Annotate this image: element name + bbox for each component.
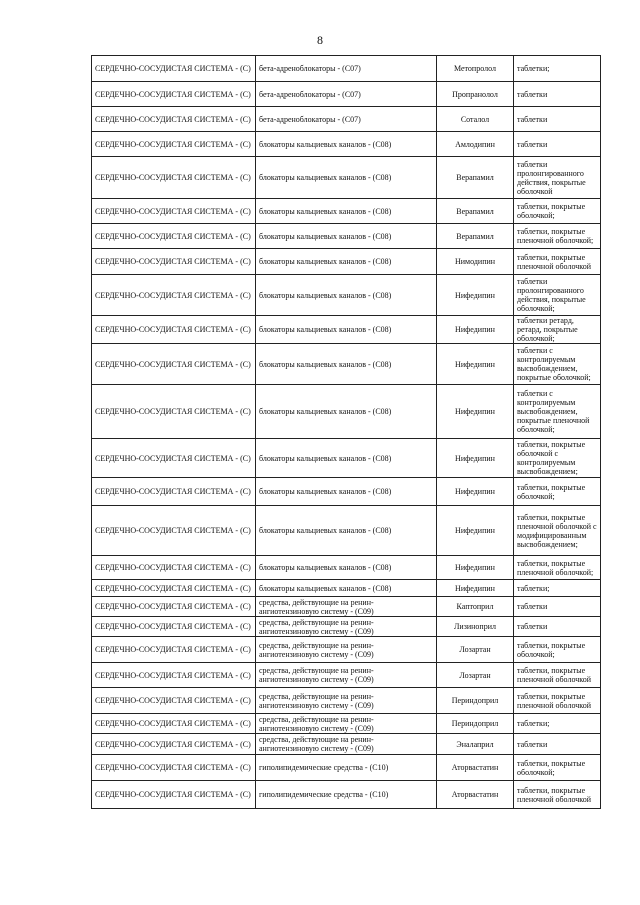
system-cell: СЕРДЕЧНО-СОСУДИСТАЯ СИСТЕМА - (С) bbox=[92, 56, 256, 82]
group-cell: блокаторы кальциевых каналов - (С08) bbox=[256, 224, 437, 249]
system-cell: СЕРДЕЧНО-СОСУДИСТАЯ СИСТЕМА - (С) bbox=[92, 637, 256, 663]
table-row bbox=[92, 781, 601, 809]
drug-cell: Лозартан bbox=[437, 663, 514, 688]
group-cell: средства, действующие на ренин-ангиотензиновую систему - (С09) bbox=[256, 688, 437, 714]
group-cell: блокаторы кальциевых каналов - (С08) bbox=[256, 157, 437, 199]
drug-cell: Лозартан bbox=[437, 637, 514, 663]
form-cell: таблетки; bbox=[514, 714, 601, 734]
drug-cell: Нифедипин bbox=[437, 316, 514, 344]
drug-cell: Нифедипин bbox=[437, 385, 514, 439]
table-row bbox=[92, 478, 601, 506]
form-cell: таблетки пролонгированного действия, покрытые оболочкой; bbox=[514, 275, 601, 316]
table-row bbox=[92, 439, 601, 478]
drug-table-body bbox=[92, 56, 601, 809]
table-row bbox=[92, 224, 601, 249]
system-cell: СЕРДЕЧНО-СОСУДИСТАЯ СИСТЕМА - (С) bbox=[92, 755, 256, 781]
form-cell: таблетки bbox=[514, 734, 601, 755]
drug-cell: Верапамил bbox=[437, 157, 514, 199]
group-cell: бета-адреноблокаторы - (С07) bbox=[256, 107, 437, 132]
drug-table bbox=[91, 55, 601, 809]
system-cell: СЕРДЕЧНО-СОСУДИСТАЯ СИСТЕМА - (С) bbox=[92, 663, 256, 688]
table-row bbox=[92, 714, 601, 734]
form-cell: таблетки с контролируемым высвобождением, покрытые пленочной оболочкой; bbox=[514, 385, 601, 439]
drug-cell: Пропранолол bbox=[437, 82, 514, 107]
group-cell: блокаторы кальциевых каналов - (С08) bbox=[256, 344, 437, 385]
form-cell: таблетки, покрытые оболочкой; bbox=[514, 637, 601, 663]
table-row bbox=[92, 617, 601, 637]
system-cell: СЕРДЕЧНО-СОСУДИСТАЯ СИСТЕМА - (С) bbox=[92, 580, 256, 597]
group-cell: блокаторы кальциевых каналов - (С08) bbox=[256, 478, 437, 506]
drug-cell: Аторвастатин bbox=[437, 755, 514, 781]
form-cell: таблетки, покрытые пленочной оболочкой bbox=[514, 688, 601, 714]
group-cell: блокаторы кальциевых каналов - (С08) bbox=[256, 580, 437, 597]
drug-cell: Эналаприл bbox=[437, 734, 514, 755]
table-row bbox=[92, 316, 601, 344]
group-cell: блокаторы кальциевых каналов - (С08) bbox=[256, 132, 437, 157]
table-row bbox=[92, 597, 601, 617]
system-cell: СЕРДЕЧНО-СОСУДИСТАЯ СИСТЕМА - (С) bbox=[92, 107, 256, 132]
drug-cell: Каптоприл bbox=[437, 597, 514, 617]
system-cell: СЕРДЕЧНО-СОСУДИСТАЯ СИСТЕМА - (С) bbox=[92, 249, 256, 275]
table-row bbox=[92, 249, 601, 275]
drug-cell: Лизиноприл bbox=[437, 617, 514, 637]
page-number: 8 bbox=[317, 33, 323, 47]
form-cell: таблетки, покрытые пленочной оболочкой; bbox=[514, 224, 601, 249]
group-cell: средства, действующие на ренин-ангиотензиновую систему - (С09) bbox=[256, 714, 437, 734]
drug-cell: Соталол bbox=[437, 107, 514, 132]
table-row bbox=[92, 663, 601, 688]
table-row bbox=[92, 82, 601, 107]
system-cell: СЕРДЕЧНО-СОСУДИСТАЯ СИСТЕМА - (С) bbox=[92, 82, 256, 107]
system-cell: СЕРДЕЧНО-СОСУДИСТАЯ СИСТЕМА - (С) bbox=[92, 617, 256, 637]
system-cell: СЕРДЕЧНО-СОСУДИСТАЯ СИСТЕМА - (С) bbox=[92, 734, 256, 755]
system-cell: СЕРДЕЧНО-СОСУДИСТАЯ СИСТЕМА - (С) bbox=[92, 688, 256, 714]
form-cell: таблетки bbox=[514, 597, 601, 617]
system-cell: СЕРДЕЧНО-СОСУДИСТАЯ СИСТЕМА - (С) bbox=[92, 132, 256, 157]
table-row bbox=[92, 637, 601, 663]
drug-cell: Нифедипин bbox=[437, 580, 514, 597]
group-cell: средства, действующие на ренин-ангиотензиновую систему - (С09) bbox=[256, 734, 437, 755]
drug-cell: Нифедипин bbox=[437, 344, 514, 385]
table-row bbox=[92, 199, 601, 224]
table-row bbox=[92, 275, 601, 316]
system-cell: СЕРДЕЧНО-СОСУДИСТАЯ СИСТЕМА - (С) bbox=[92, 597, 256, 617]
table-row bbox=[92, 385, 601, 439]
table-row bbox=[92, 580, 601, 597]
form-cell: таблетки bbox=[514, 617, 601, 637]
form-cell: таблетки, покрытые оболочкой с контролируемым высвобождением; bbox=[514, 439, 601, 478]
form-cell: таблетки bbox=[514, 132, 601, 157]
table-row bbox=[92, 157, 601, 199]
form-cell: таблетки, покрытые пленочной оболочкой с модифицированным высвобождением; bbox=[514, 506, 601, 556]
system-cell: СЕРДЕЧНО-СОСУДИСТАЯ СИСТЕМА - (С) bbox=[92, 781, 256, 809]
drug-cell: Периндоприл bbox=[437, 688, 514, 714]
table-row bbox=[92, 506, 601, 556]
system-cell: СЕРДЕЧНО-СОСУДИСТАЯ СИСТЕМА - (С) bbox=[92, 316, 256, 344]
group-cell: гиполипидемические средства - (С10) bbox=[256, 781, 437, 809]
table-row bbox=[92, 556, 601, 580]
form-cell: таблетки, покрытые оболочкой; bbox=[514, 755, 601, 781]
table-row bbox=[92, 344, 601, 385]
system-cell: СЕРДЕЧНО-СОСУДИСТАЯ СИСТЕМА - (С) bbox=[92, 556, 256, 580]
form-cell: таблетки ретард, ретард, покрытые оболочкой; bbox=[514, 316, 601, 344]
drug-cell: Нифедипин bbox=[437, 275, 514, 316]
drug-cell: Нифедипин bbox=[437, 439, 514, 478]
form-cell: таблетки, покрытые оболочкой; bbox=[514, 478, 601, 506]
drug-cell: Верапамил bbox=[437, 199, 514, 224]
group-cell: блокаторы кальциевых каналов - (С08) bbox=[256, 316, 437, 344]
form-cell: таблетки bbox=[514, 82, 601, 107]
group-cell: бета-адреноблокаторы - (С07) bbox=[256, 82, 437, 107]
system-cell: СЕРДЕЧНО-СОСУДИСТАЯ СИСТЕМА - (С) bbox=[92, 385, 256, 439]
table-row bbox=[92, 56, 601, 82]
group-cell: средства, действующие на ренин-ангиотензиновую систему - (С09) bbox=[256, 663, 437, 688]
drug-cell: Аторвастатин bbox=[437, 781, 514, 809]
form-cell: таблетки, покрытые пленочной оболочкой bbox=[514, 249, 601, 275]
form-cell: таблетки, покрытые пленочной оболочкой; bbox=[514, 556, 601, 580]
table-row bbox=[92, 755, 601, 781]
group-cell: блокаторы кальциевых каналов - (С08) bbox=[256, 199, 437, 224]
system-cell: СЕРДЕЧНО-СОСУДИСТАЯ СИСТЕМА - (С) bbox=[92, 157, 256, 199]
group-cell: блокаторы кальциевых каналов - (С08) bbox=[256, 506, 437, 556]
system-cell: СЕРДЕЧНО-СОСУДИСТАЯ СИСТЕМА - (С) bbox=[92, 275, 256, 316]
system-cell: СЕРДЕЧНО-СОСУДИСТАЯ СИСТЕМА - (С) bbox=[92, 344, 256, 385]
drug-cell: Метопролол bbox=[437, 56, 514, 82]
form-cell: таблетки, покрытые пленочной оболочкой bbox=[514, 781, 601, 809]
group-cell: блокаторы кальциевых каналов - (С08) bbox=[256, 275, 437, 316]
form-cell: таблетки, покрытые пленочной оболочкой bbox=[514, 663, 601, 688]
system-cell: СЕРДЕЧНО-СОСУДИСТАЯ СИСТЕМА - (С) bbox=[92, 199, 256, 224]
group-cell: гиполипидемические средства - (С10) bbox=[256, 755, 437, 781]
group-cell: средства, действующие на ренин-ангиотензиновую систему - (С09) bbox=[256, 637, 437, 663]
group-cell: блокаторы кальциевых каналов - (С08) bbox=[256, 556, 437, 580]
table-row bbox=[92, 734, 601, 755]
group-cell: блокаторы кальциевых каналов - (С08) bbox=[256, 385, 437, 439]
drug-cell: Нифедипин bbox=[437, 506, 514, 556]
form-cell: таблетки с контролируемым высвобождением, покрытые оболочкой; bbox=[514, 344, 601, 385]
table-row bbox=[92, 107, 601, 132]
group-cell: средства, действующие на ренин-ангиотензиновую систему - (С09) bbox=[256, 597, 437, 617]
group-cell: бета-адреноблокаторы - (С07) bbox=[256, 56, 437, 82]
drug-cell: Нимодипин bbox=[437, 249, 514, 275]
table-row bbox=[92, 688, 601, 714]
group-cell: блокаторы кальциевых каналов - (С08) bbox=[256, 439, 437, 478]
drug-cell: Верапамил bbox=[437, 224, 514, 249]
form-cell: таблетки; bbox=[514, 56, 601, 82]
system-cell: СЕРДЕЧНО-СОСУДИСТАЯ СИСТЕМА - (С) bbox=[92, 478, 256, 506]
form-cell: таблетки bbox=[514, 107, 601, 132]
system-cell: СЕРДЕЧНО-СОСУДИСТАЯ СИСТЕМА - (С) bbox=[92, 714, 256, 734]
group-cell: блокаторы кальциевых каналов - (С08) bbox=[256, 249, 437, 275]
drug-cell: Периндоприл bbox=[437, 714, 514, 734]
drug-cell: Нифедипин bbox=[437, 478, 514, 506]
system-cell: СЕРДЕЧНО-СОСУДИСТАЯ СИСТЕМА - (С) bbox=[92, 506, 256, 556]
group-cell: средства, действующие на ренин-ангиотензиновую систему - (С09) bbox=[256, 617, 437, 637]
form-cell: таблетки, покрытые оболочкой; bbox=[514, 199, 601, 224]
form-cell: таблетки; bbox=[514, 580, 601, 597]
system-cell: СЕРДЕЧНО-СОСУДИСТАЯ СИСТЕМА - (С) bbox=[92, 439, 256, 478]
system-cell: СЕРДЕЧНО-СОСУДИСТАЯ СИСТЕМА - (С) bbox=[92, 224, 256, 249]
drug-cell: Амлодипин bbox=[437, 132, 514, 157]
form-cell: таблетки пролонгированного действия, покрытые оболочкой bbox=[514, 157, 601, 199]
drug-cell: Нифедипин bbox=[437, 556, 514, 580]
table-row bbox=[92, 132, 601, 157]
